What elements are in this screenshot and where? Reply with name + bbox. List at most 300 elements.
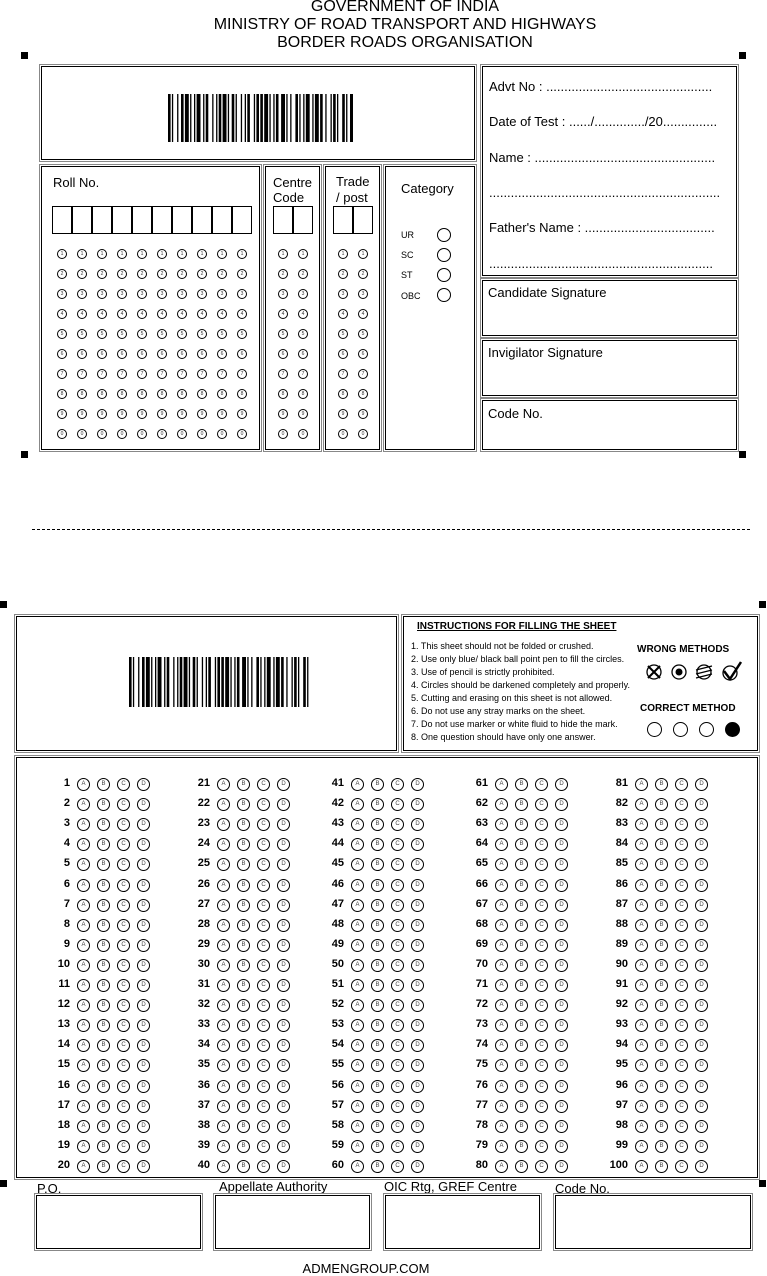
answer-bubble[interactable]: B: [655, 899, 668, 912]
digit-bubble[interactable]: 1: [137, 249, 147, 259]
digit-bubble[interactable]: 7: [197, 369, 207, 379]
digit-bubble[interactable]: 7: [57, 369, 67, 379]
answer-bubble[interactable]: A: [635, 919, 648, 932]
answer-bubble[interactable]: D: [555, 1039, 568, 1052]
answer-bubble[interactable]: A: [635, 1039, 648, 1052]
answer-bubble[interactable]: D: [555, 1140, 568, 1153]
answer-bubble[interactable]: A: [77, 979, 90, 992]
answer-bubble[interactable]: D: [555, 999, 568, 1012]
digit-bubble[interactable]: 9: [97, 409, 107, 419]
digit-bubble[interactable]: 0: [77, 429, 87, 439]
answer-bubble[interactable]: B: [97, 879, 110, 892]
answer-bubble[interactable]: A: [495, 919, 508, 932]
answer-bubble[interactable]: B: [655, 939, 668, 952]
digit-bubble[interactable]: 0: [358, 429, 368, 439]
answer-bubble[interactable]: D: [555, 778, 568, 791]
answer-bubble[interactable]: B: [237, 798, 250, 811]
digit-bubble[interactable]: 3: [137, 289, 147, 299]
answer-bubble[interactable]: C: [117, 979, 130, 992]
answer-bubble[interactable]: C: [257, 1100, 270, 1113]
answer-bubble[interactable]: C: [117, 959, 130, 972]
answer-bubble[interactable]: A: [77, 778, 90, 791]
digit-bubble[interactable]: 4: [117, 309, 127, 319]
answer-bubble[interactable]: C: [675, 899, 688, 912]
digit-bubble[interactable]: 8: [358, 389, 368, 399]
answer-bubble[interactable]: C: [391, 1100, 404, 1113]
answer-bubble[interactable]: A: [77, 1059, 90, 1072]
answer-bubble[interactable]: B: [655, 798, 668, 811]
digit-bubble[interactable]: 6: [358, 349, 368, 359]
answer-bubble[interactable]: B: [515, 858, 528, 871]
answer-bubble[interactable]: B: [97, 959, 110, 972]
answer-bubble[interactable]: A: [77, 1120, 90, 1133]
answer-bubble[interactable]: B: [237, 959, 250, 972]
answer-bubble[interactable]: D: [411, 1059, 424, 1072]
digit-bubble[interactable]: 1: [197, 249, 207, 259]
answer-bubble[interactable]: A: [635, 999, 648, 1012]
digit-bubble[interactable]: 3: [177, 289, 187, 299]
answer-bubble[interactable]: A: [351, 1160, 364, 1173]
answer-bubble[interactable]: A: [495, 858, 508, 871]
answer-bubble[interactable]: A: [495, 1039, 508, 1052]
digit-bubble[interactable]: 4: [157, 309, 167, 319]
digit-bubble[interactable]: 4: [177, 309, 187, 319]
answer-bubble[interactable]: D: [555, 939, 568, 952]
answer-bubble[interactable]: A: [351, 959, 364, 972]
answer-bubble[interactable]: A: [495, 1140, 508, 1153]
answer-bubble[interactable]: D: [555, 1059, 568, 1072]
answer-bubble[interactable]: B: [371, 979, 384, 992]
digit-bubble[interactable]: 5: [77, 329, 87, 339]
answer-bubble[interactable]: A: [635, 979, 648, 992]
answer-bubble[interactable]: A: [351, 1059, 364, 1072]
answer-bubble[interactable]: D: [277, 1080, 290, 1093]
answer-bubble[interactable]: C: [257, 1059, 270, 1072]
answer-bubble[interactable]: C: [257, 1140, 270, 1153]
answer-bubble[interactable]: A: [217, 1039, 230, 1052]
answer-bubble[interactable]: D: [277, 1120, 290, 1133]
answer-bubble[interactable]: A: [495, 999, 508, 1012]
answer-bubble[interactable]: B: [371, 1039, 384, 1052]
answer-bubble[interactable]: B: [97, 1059, 110, 1072]
answer-bubble[interactable]: C: [257, 879, 270, 892]
answer-bubble[interactable]: D: [137, 899, 150, 912]
answer-bubble[interactable]: D: [411, 1039, 424, 1052]
digit-bubble[interactable]: 5: [57, 329, 67, 339]
answer-bubble[interactable]: D: [695, 879, 708, 892]
answer-bubble[interactable]: B: [97, 1100, 110, 1113]
answer-bubble[interactable]: B: [97, 1140, 110, 1153]
answer-bubble[interactable]: B: [371, 879, 384, 892]
digit-bubble[interactable]: 9: [57, 409, 67, 419]
digit-bubble[interactable]: 1: [177, 249, 187, 259]
answer-bubble[interactable]: C: [117, 798, 130, 811]
digit-bubble[interactable]: 0: [338, 429, 348, 439]
answer-bubble[interactable]: A: [77, 939, 90, 952]
digit-bubble[interactable]: 9: [177, 409, 187, 419]
answer-bubble[interactable]: D: [411, 818, 424, 831]
digit-bubble[interactable]: 8: [197, 389, 207, 399]
answer-bubble[interactable]: B: [237, 1019, 250, 1032]
answer-bubble[interactable]: D: [555, 1160, 568, 1173]
answer-bubble[interactable]: D: [137, 879, 150, 892]
answer-bubble[interactable]: A: [217, 1140, 230, 1153]
digit-bubble[interactable]: 7: [278, 369, 288, 379]
digit-bubble[interactable]: 6: [117, 349, 127, 359]
digit-box[interactable]: [293, 206, 313, 234]
answer-bubble[interactable]: C: [535, 1019, 548, 1032]
answer-bubble[interactable]: D: [411, 1100, 424, 1113]
answer-bubble[interactable]: B: [371, 1160, 384, 1173]
answer-bubble[interactable]: C: [535, 1059, 548, 1072]
answer-bubble[interactable]: B: [237, 1039, 250, 1052]
answer-bubble[interactable]: B: [97, 999, 110, 1012]
answer-bubble[interactable]: A: [495, 959, 508, 972]
answer-bubble[interactable]: C: [675, 959, 688, 972]
answer-bubble[interactable]: A: [495, 1120, 508, 1133]
answer-bubble[interactable]: C: [117, 1100, 130, 1113]
answer-bubble[interactable]: C: [257, 979, 270, 992]
answer-bubble[interactable]: B: [371, 999, 384, 1012]
answer-bubble[interactable]: D: [695, 1019, 708, 1032]
answer-bubble[interactable]: C: [257, 899, 270, 912]
answer-bubble[interactable]: C: [257, 939, 270, 952]
answer-bubble[interactable]: B: [655, 1140, 668, 1153]
answer-bubble[interactable]: D: [695, 1039, 708, 1052]
answer-bubble[interactable]: B: [371, 1059, 384, 1072]
category-obc-bubble[interactable]: [437, 288, 451, 302]
answer-bubble[interactable]: A: [77, 899, 90, 912]
answer-bubble[interactable]: A: [635, 1160, 648, 1173]
digit-bubble[interactable]: 5: [338, 329, 348, 339]
answer-bubble[interactable]: C: [257, 858, 270, 871]
answer-bubble[interactable]: C: [391, 1120, 404, 1133]
answer-bubble[interactable]: C: [535, 1160, 548, 1173]
answer-bubble[interactable]: D: [695, 838, 708, 851]
answer-bubble[interactable]: B: [655, 858, 668, 871]
answer-bubble[interactable]: C: [257, 999, 270, 1012]
answer-bubble[interactable]: A: [351, 879, 364, 892]
answer-bubble[interactable]: D: [137, 778, 150, 791]
digit-bubble[interactable]: 1: [298, 249, 308, 259]
answer-bubble[interactable]: C: [117, 1120, 130, 1133]
answer-bubble[interactable]: B: [515, 979, 528, 992]
answer-bubble[interactable]: C: [675, 1080, 688, 1093]
answer-bubble[interactable]: D: [137, 939, 150, 952]
answer-bubble[interactable]: A: [351, 919, 364, 932]
digit-bubble[interactable]: 4: [278, 309, 288, 319]
answer-bubble[interactable]: A: [351, 838, 364, 851]
answer-bubble[interactable]: D: [695, 778, 708, 791]
answer-bubble[interactable]: C: [675, 919, 688, 932]
digit-bubble[interactable]: 8: [117, 389, 127, 399]
answer-bubble[interactable]: B: [97, 1019, 110, 1032]
digit-bubble[interactable]: 2: [177, 269, 187, 279]
answer-bubble[interactable]: D: [277, 778, 290, 791]
answer-bubble[interactable]: B: [371, 1120, 384, 1133]
answer-bubble[interactable]: D: [411, 919, 424, 932]
answer-bubble[interactable]: D: [277, 879, 290, 892]
answer-bubble[interactable]: D: [277, 939, 290, 952]
answer-bubble[interactable]: C: [675, 1039, 688, 1052]
answer-bubble[interactable]: C: [117, 818, 130, 831]
answer-bubble[interactable]: D: [277, 1019, 290, 1032]
category-sc-bubble[interactable]: [437, 248, 451, 262]
digit-bubble[interactable]: 6: [278, 349, 288, 359]
answer-bubble[interactable]: C: [675, 999, 688, 1012]
digit-bubble[interactable]: 3: [237, 289, 247, 299]
answer-bubble[interactable]: D: [695, 858, 708, 871]
answer-bubble[interactable]: D: [411, 778, 424, 791]
answer-bubble[interactable]: A: [351, 1120, 364, 1133]
answer-bubble[interactable]: B: [97, 818, 110, 831]
answer-bubble[interactable]: B: [371, 798, 384, 811]
digit-bubble[interactable]: 9: [117, 409, 127, 419]
answer-bubble[interactable]: C: [117, 1059, 130, 1072]
answer-bubble[interactable]: D: [137, 798, 150, 811]
answer-bubble[interactable]: A: [77, 858, 90, 871]
digit-bubble[interactable]: 6: [97, 349, 107, 359]
answer-bubble[interactable]: A: [351, 1140, 364, 1153]
answer-bubble[interactable]: C: [257, 919, 270, 932]
digit-bubble[interactable]: 3: [197, 289, 207, 299]
invigilator-signature-box[interactable]: [482, 340, 737, 396]
digit-bubble[interactable]: 5: [298, 329, 308, 339]
answer-bubble[interactable]: D: [411, 979, 424, 992]
answer-bubble[interactable]: C: [257, 778, 270, 791]
answer-bubble[interactable]: D: [411, 939, 424, 952]
po-signature-box[interactable]: [36, 1195, 201, 1249]
answer-bubble[interactable]: D: [137, 818, 150, 831]
answer-bubble[interactable]: A: [77, 999, 90, 1012]
answer-bubble[interactable]: D: [137, 838, 150, 851]
answer-bubble[interactable]: B: [515, 798, 528, 811]
answer-bubble[interactable]: A: [635, 1019, 648, 1032]
answer-bubble[interactable]: D: [411, 899, 424, 912]
digit-bubble[interactable]: 7: [117, 369, 127, 379]
answer-bubble[interactable]: A: [217, 1059, 230, 1072]
answer-bubble[interactable]: A: [217, 919, 230, 932]
answer-bubble[interactable]: A: [217, 1160, 230, 1173]
answer-bubble[interactable]: D: [555, 798, 568, 811]
answer-bubble[interactable]: A: [635, 1080, 648, 1093]
answer-bubble[interactable]: D: [277, 999, 290, 1012]
answer-bubble[interactable]: A: [77, 919, 90, 932]
answer-bubble[interactable]: C: [391, 778, 404, 791]
digit-bubble[interactable]: 3: [278, 289, 288, 299]
answer-bubble[interactable]: D: [137, 1160, 150, 1173]
answer-bubble[interactable]: D: [137, 959, 150, 972]
answer-bubble[interactable]: D: [695, 1059, 708, 1072]
answer-bubble[interactable]: C: [675, 879, 688, 892]
answer-bubble[interactable]: B: [97, 778, 110, 791]
fathers-name-field[interactable]: Father's Name : ....................................: [489, 220, 715, 235]
answer-bubble[interactable]: D: [277, 1100, 290, 1113]
digit-bubble[interactable]: 6: [157, 349, 167, 359]
answer-bubble[interactable]: C: [391, 919, 404, 932]
digit-box[interactable]: [172, 206, 192, 234]
answer-bubble[interactable]: B: [515, 1140, 528, 1153]
digit-box[interactable]: [152, 206, 172, 234]
digit-bubble[interactable]: 1: [57, 249, 67, 259]
answer-bubble[interactable]: C: [535, 858, 548, 871]
answer-bubble[interactable]: C: [391, 1019, 404, 1032]
answer-bubble[interactable]: C: [391, 1039, 404, 1052]
answer-bubble[interactable]: C: [257, 1019, 270, 1032]
answer-bubble[interactable]: B: [237, 838, 250, 851]
answer-bubble[interactable]: C: [535, 899, 548, 912]
category-ur-bubble[interactable]: [437, 228, 451, 242]
digit-bubble[interactable]: 2: [278, 269, 288, 279]
answer-bubble[interactable]: A: [495, 778, 508, 791]
answer-bubble[interactable]: D: [137, 1100, 150, 1113]
answer-bubble[interactable]: B: [97, 899, 110, 912]
answer-bubble[interactable]: A: [495, 939, 508, 952]
answer-bubble[interactable]: C: [535, 879, 548, 892]
answer-bubble[interactable]: D: [695, 1140, 708, 1153]
answer-bubble[interactable]: A: [351, 1100, 364, 1113]
digit-bubble[interactable]: 3: [298, 289, 308, 299]
answer-bubble[interactable]: C: [675, 1120, 688, 1133]
answer-bubble[interactable]: B: [237, 1059, 250, 1072]
answer-bubble[interactable]: C: [117, 1039, 130, 1052]
answer-bubble[interactable]: D: [411, 959, 424, 972]
answer-bubble[interactable]: A: [495, 1059, 508, 1072]
answer-bubble[interactable]: C: [535, 999, 548, 1012]
answer-bubble[interactable]: C: [675, 838, 688, 851]
answer-bubble[interactable]: C: [117, 838, 130, 851]
digit-bubble[interactable]: 8: [278, 389, 288, 399]
answer-bubble[interactable]: B: [237, 899, 250, 912]
digit-bubble[interactable]: 1: [97, 249, 107, 259]
answer-bubble[interactable]: D: [411, 1120, 424, 1133]
answer-bubble[interactable]: B: [371, 919, 384, 932]
answer-bubble[interactable]: B: [371, 838, 384, 851]
digit-bubble[interactable]: 7: [358, 369, 368, 379]
answer-bubble[interactable]: B: [97, 1120, 110, 1133]
answer-bubble[interactable]: A: [217, 959, 230, 972]
digit-box[interactable]: [132, 206, 152, 234]
digit-bubble[interactable]: 7: [97, 369, 107, 379]
answer-bubble[interactable]: D: [277, 959, 290, 972]
answer-bubble[interactable]: C: [391, 858, 404, 871]
answer-bubble[interactable]: C: [391, 838, 404, 851]
digit-bubble[interactable]: 6: [197, 349, 207, 359]
digit-bubble[interactable]: 1: [237, 249, 247, 259]
answer-bubble[interactable]: A: [635, 858, 648, 871]
answer-bubble[interactable]: B: [655, 999, 668, 1012]
answer-bubble[interactable]: B: [371, 939, 384, 952]
answer-bubble[interactable]: A: [635, 838, 648, 851]
answer-bubble[interactable]: A: [77, 838, 90, 851]
answer-bubble[interactable]: B: [515, 778, 528, 791]
digit-bubble[interactable]: 4: [358, 309, 368, 319]
answer-bubble[interactable]: C: [535, 798, 548, 811]
digit-bubble[interactable]: 0: [237, 429, 247, 439]
digit-bubble[interactable]: 9: [358, 409, 368, 419]
digit-box[interactable]: [273, 206, 293, 234]
answer-bubble[interactable]: A: [495, 979, 508, 992]
digit-bubble[interactable]: 7: [338, 369, 348, 379]
oic-signature-box[interactable]: [385, 1195, 540, 1249]
answer-bubble[interactable]: A: [635, 1100, 648, 1113]
fathers-name-continued[interactable]: ..............................................................: [489, 256, 713, 271]
answer-bubble[interactable]: B: [655, 979, 668, 992]
digit-bubble[interactable]: 5: [97, 329, 107, 339]
answer-bubble[interactable]: D: [137, 858, 150, 871]
answer-bubble[interactable]: B: [237, 778, 250, 791]
answer-bubble[interactable]: A: [635, 778, 648, 791]
answer-bubble[interactable]: B: [237, 979, 250, 992]
answer-bubble[interactable]: B: [515, 1019, 528, 1032]
answer-bubble[interactable]: C: [117, 778, 130, 791]
answer-bubble[interactable]: B: [655, 1080, 668, 1093]
digit-bubble[interactable]: 4: [237, 309, 247, 319]
answer-bubble[interactable]: D: [277, 899, 290, 912]
digit-bubble[interactable]: 6: [77, 349, 87, 359]
answer-bubble[interactable]: C: [535, 778, 548, 791]
answer-bubble[interactable]: C: [257, 959, 270, 972]
digit-bubble[interactable]: 5: [117, 329, 127, 339]
answer-bubble[interactable]: B: [515, 1160, 528, 1173]
answer-bubble[interactable]: D: [695, 1160, 708, 1173]
answer-bubble[interactable]: C: [675, 858, 688, 871]
digit-bubble[interactable]: 6: [338, 349, 348, 359]
answer-bubble[interactable]: D: [411, 858, 424, 871]
answer-bubble[interactable]: A: [351, 1080, 364, 1093]
answer-bubble[interactable]: B: [515, 999, 528, 1012]
digit-box[interactable]: [52, 206, 72, 234]
answer-bubble[interactable]: B: [655, 919, 668, 932]
digit-bubble[interactable]: 4: [338, 309, 348, 319]
answer-bubble[interactable]: C: [675, 778, 688, 791]
code-number-box[interactable]: [482, 400, 737, 450]
answer-bubble[interactable]: A: [77, 1100, 90, 1113]
answer-bubble[interactable]: C: [117, 939, 130, 952]
answer-bubble[interactable]: D: [695, 939, 708, 952]
category-st-bubble[interactable]: [437, 268, 451, 282]
answer-bubble[interactable]: A: [77, 1039, 90, 1052]
answer-bubble[interactable]: B: [655, 1120, 668, 1133]
answer-bubble[interactable]: C: [675, 798, 688, 811]
digit-bubble[interactable]: 1: [217, 249, 227, 259]
answer-bubble[interactable]: B: [655, 879, 668, 892]
answer-bubble[interactable]: C: [391, 818, 404, 831]
answer-bubble[interactable]: A: [77, 959, 90, 972]
answer-bubble[interactable]: B: [515, 939, 528, 952]
digit-bubble[interactable]: 3: [57, 289, 67, 299]
answer-bubble[interactable]: A: [635, 798, 648, 811]
digit-bubble[interactable]: 2: [137, 269, 147, 279]
answer-bubble[interactable]: D: [277, 1059, 290, 1072]
answer-bubble[interactable]: D: [695, 899, 708, 912]
digit-bubble[interactable]: 4: [97, 309, 107, 319]
digit-bubble[interactable]: 5: [197, 329, 207, 339]
answer-bubble[interactable]: A: [77, 1160, 90, 1173]
digit-bubble[interactable]: 0: [137, 429, 147, 439]
answer-bubble[interactable]: B: [237, 1120, 250, 1133]
answer-bubble[interactable]: A: [351, 858, 364, 871]
answer-bubble[interactable]: A: [495, 1080, 508, 1093]
answer-bubble[interactable]: B: [97, 939, 110, 952]
digit-bubble[interactable]: 6: [298, 349, 308, 359]
answer-bubble[interactable]: A: [77, 798, 90, 811]
answer-bubble[interactable]: B: [515, 919, 528, 932]
answer-bubble[interactable]: D: [695, 999, 708, 1012]
answer-bubble[interactable]: D: [695, 1100, 708, 1113]
answer-bubble[interactable]: B: [237, 818, 250, 831]
digit-bubble[interactable]: 4: [298, 309, 308, 319]
